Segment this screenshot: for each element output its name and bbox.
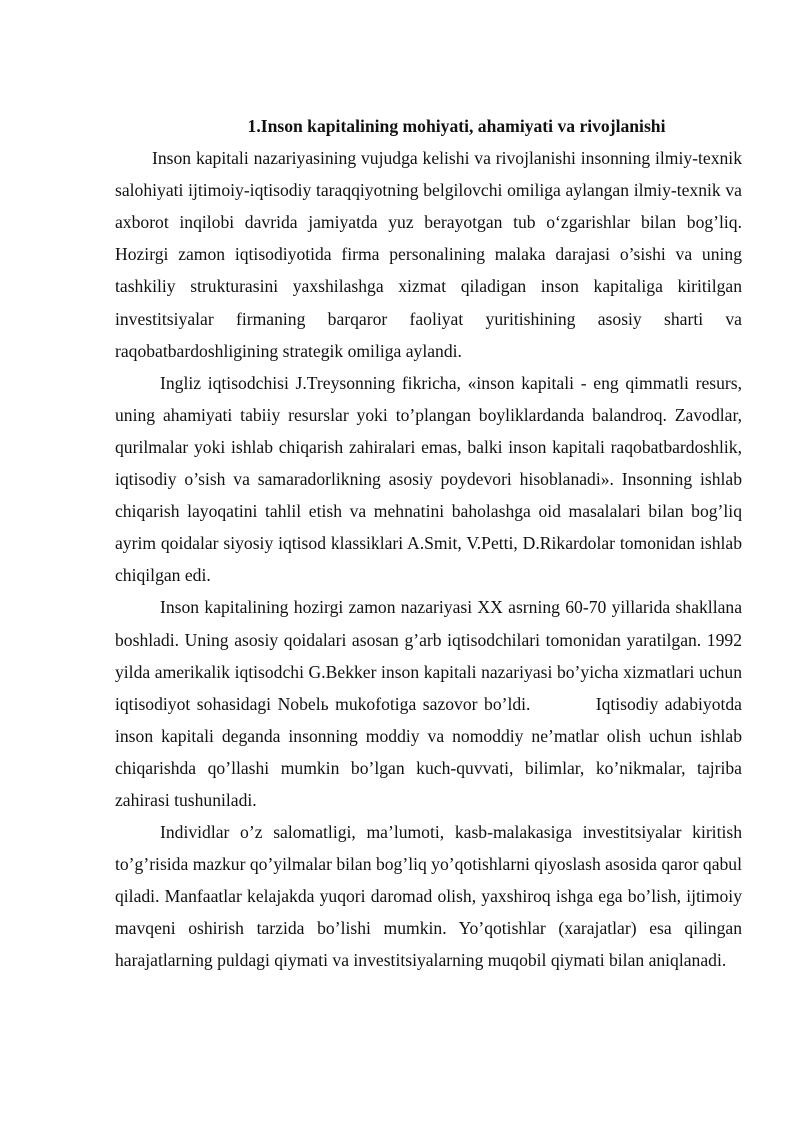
paragraph-3: Inson kapitalining hozirgi zamon nazariyasi XX asrning 60-70 yillarida shakllana boshladi. Uning asosiy qoidalari asosan g’arb iqtisodchilari tomonidan yaratilgan. 1992 yilda amerikalik iqtisodchi G.Bekker inson kapitali nazariyasi bo’yicha xizmatlari uchun iqtisodiyot sohasidagi Nobelь mukofotiga sazovor bo’ldi. Iqtisodiy adabiyotda inson kapitali deganda insonning moddiy va nomoddiy ne’matlar olish uchun ishlab chiqarishda qo’llashi mumkin bo’lgan kuch-quvvati, bilimlar, ko’nikmalar, tajriba zahirasi tushuniladi. — [115, 597, 747, 810]
section-title: 1.Inson kapitalining mohiyati, ahamiyati va rivojlanishi — [247, 116, 666, 136]
paragraph-4: Individlar o’z salomatligi, ma’lumoti, kasb-malakasiga investitsiyalar kiritish to’g’risida mazkur qo’yilmalar bilan bog’liq yo’qotishlarni qiyoslash asosida qaror qabul qiladi. Manfaatlar kelajakda yuqori daromad olish, yaxshiroq ishga ega bo’lish, ijtimoiy mavqeni oshirish tarzida bo’lishi mumkin. Yo’qotishlar (xarajatlar) esa qilingan harajatlarning puldagi qiymati va investitsiyalarning muqobil qiymati bilan aniqlanadi. — [115, 822, 742, 971]
document-body — [115, 110, 747, 977]
paragraph-2: Ingliz iqtisodchisi J.Treysonning fikricha, «inson kapitali - eng qimmatli resurs, uning ahamiyati tabiiy resurslar yoki to’plangan boyliklardanda balandroq. Zavodlar, qurilmalar yoki ishlab chiqarish zahiralari emas, balki inson kapitali raqobatbardoshlik, iqtisodiy o’sish va samaradorlikning asosiy poydevori hisoblanadi». Insonning ishlab chiqarish layoqatini tahlil etish va mehnatini baholashga oid masalalari bilan bog’liq ayrim qoidalar siyosiy iqtisod klassiklari A.Smit, V.Petti, D.Rikardolar tomonidan ishlab chiqilgan edi. — [115, 372, 742, 586]
paragraph-1: Inson kapitali nazariyasining vujudga kelishi va rivojlanishi insonning ilmiy-texnik salohiyati ijtimoiy-iqtisodiy taraqqiyotning belgilovchi omiliga aylangan ilmiy-texnik va axborot inqilobi davrida jamiyatda yuz berayotgan tub o‘zgarishlar bilan bog’liq. Hozirgi zamon iqtisodiyotida firma personalining malaka darajasi o’sishi va uning tashkiliy strukturasini yaxshilashga xizmat qiladigan inson kapitaliga kiritilgan investitsiyalar firmaning barqaror faoliyat yuritishining asosiy sharti va raqobatbardoshligining strategik omiliga aylandi. — [115, 148, 742, 361]
